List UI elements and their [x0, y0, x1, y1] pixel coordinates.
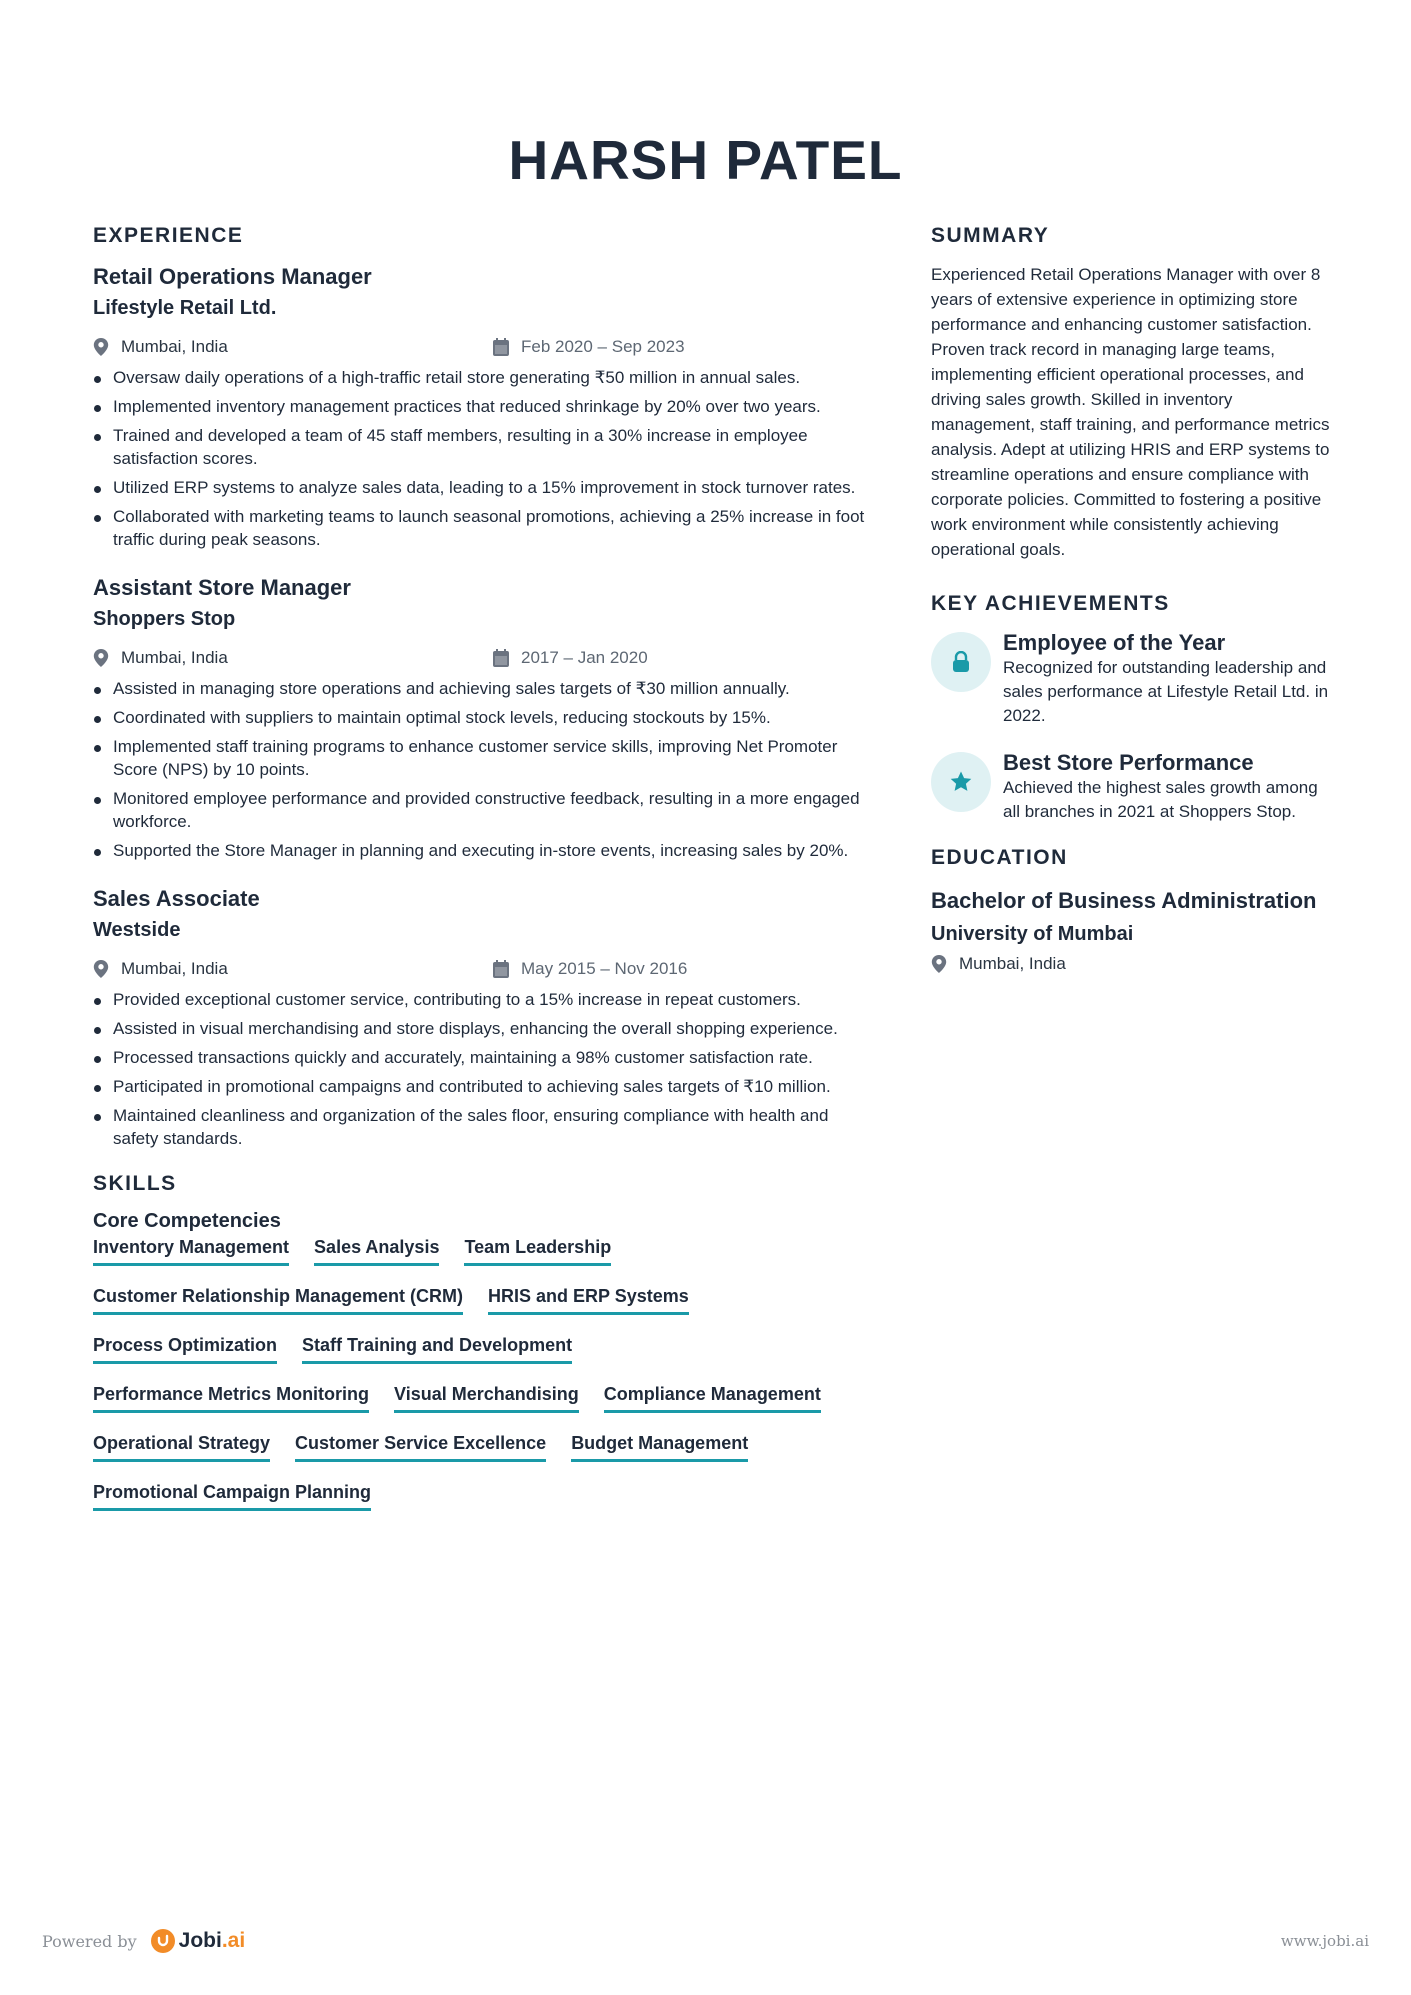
job-entry: [93, 262, 873, 551]
job-bullet: Assisted in visual merchandising and store displays, enhancing the overall shopping experience.: [93, 1017, 873, 1040]
job-dates-text: May 2015 – Nov 2016: [521, 959, 688, 978]
skill-tag: Staff Training and Development: [302, 1335, 572, 1364]
job-bullets: [93, 366, 873, 551]
location-pin-icon: [93, 338, 109, 356]
skills-heading: SKILLS: [93, 1172, 177, 1195]
skill-tag: Customer Service Excellence: [295, 1433, 546, 1462]
skill-tag: Performance Metrics Monitoring: [93, 1384, 369, 1413]
skills-subheading: Core Competencies: [93, 1210, 281, 1232]
achievement-description: Achieved the highest sales growth among all branches in 2021 at Shoppers Stop.: [1003, 778, 1318, 821]
education-location-text: Mumbai, India: [959, 954, 1066, 973]
job-meta: [93, 332, 873, 362]
skill-tag: Team Leadership: [464, 1237, 611, 1266]
skill-tag: Visual Merchandising: [394, 1384, 579, 1413]
calendar-icon: [493, 960, 509, 978]
job-bullet: Collaborated with marketing teams to launch seasonal promotions, achieving a 25% increase in foot traffic during peak seasons.: [93, 505, 873, 551]
job-bullet: Oversaw daily operations of a high-traffic retail store generating ₹50 million in annual sales.: [93, 366, 873, 389]
education-school: University of Mumbai: [931, 923, 1134, 945]
skill-tag: Customer Relationship Management (CRM): [93, 1286, 463, 1315]
skill-tag: Compliance Management: [604, 1384, 821, 1413]
job-bullet: Assisted in managing store operations and achieving sales targets of ₹30 million annually.: [93, 677, 873, 700]
job-location-text: Mumbai, India: [121, 337, 228, 356]
skills-section: [93, 1172, 873, 1531]
job-meta: [93, 954, 873, 984]
location-pin-icon: [93, 960, 109, 978]
job-dates: [493, 648, 648, 668]
lock-icon: [931, 632, 991, 692]
skills-list: [93, 1237, 873, 1531]
achievement-title: Employee of the Year: [1003, 630, 1226, 655]
skill-tag: HRIS and ERP Systems: [488, 1286, 689, 1315]
job-bullet: Provided exceptional customer service, contributing to a 15% increase in repeat customers.: [93, 988, 873, 1011]
job-title: Sales Associate: [93, 886, 260, 911]
brand-main: Jobi: [178, 1929, 222, 1952]
location-pin-icon: [931, 955, 947, 973]
job-title: Assistant Store Manager: [93, 575, 351, 600]
job-location: [93, 337, 493, 357]
brand-suffix: .ai: [221, 1929, 246, 1952]
skill-tag: Promotional Campaign Planning: [93, 1482, 371, 1511]
skill-tag: Budget Management: [571, 1433, 748, 1462]
job-dates: [493, 959, 687, 979]
education-degree: Bachelor of Business Administration: [931, 888, 1317, 913]
location-pin-icon: [93, 649, 109, 667]
job-bullet: Trained and developed a team of 45 staff members, resulting in a 30% increase in employee satisfaction scores.: [93, 424, 873, 470]
achievement-body: [1003, 630, 1331, 728]
job-bullet: Supported the Store Manager in planning and executing in-store events, increasing sales by 20%.: [93, 839, 873, 862]
achievements-list: [931, 630, 1331, 824]
achievement-body: [1003, 750, 1331, 824]
job-entry: [93, 573, 873, 862]
job-dates: [493, 337, 685, 357]
job-bullets: [93, 988, 873, 1150]
job-bullet: Maintained cleanliness and organization of the sales floor, ensuring compliance with health and safety standards.: [93, 1104, 873, 1150]
job-bullet: Coordinated with suppliers to maintain optimal stock levels, reducing stockouts by 15%.: [93, 706, 873, 729]
job-company: Westside: [93, 919, 181, 941]
achievements-heading: KEY ACHIEVEMENTS: [931, 592, 1170, 615]
job-bullet: Utilized ERP systems to analyze sales data, leading to a 15% improvement in stock turnover rates.: [93, 476, 873, 499]
achievement-item: [931, 750, 1331, 824]
job-dates-text: 2017 – Jan 2020: [521, 648, 648, 667]
footer-powered-by: [42, 1929, 245, 1953]
summary-heading: SUMMARY: [931, 224, 1050, 247]
job-location: [93, 959, 493, 979]
job-bullet: Monitored employee performance and provided constructive feedback, resulting in a more engaged workforce.: [93, 787, 873, 833]
summary-text: Experienced Retail Operations Manager with over 8 years of extensive experience in optimizing store performance and enhancing customer satisfaction. Proven track record in managing large teams, implementing efficient operational processes, and driving sales growth. Skilled in inventory management, staff training, and performance metrics analysis. Adept at utilizing HRIS and ERP systems to streamline operations and ensure compliance with corporate policies. Committed to fostering a positive work environment while consistently achieving operational goals.: [931, 265, 1330, 559]
skill-tag: Operational Strategy: [93, 1433, 270, 1462]
job-entry: [93, 884, 873, 1150]
calendar-icon: [493, 649, 509, 667]
job-bullet: Implemented staff training programs to enhance customer service skills, improving Net Promoter Score (NPS) by 10 points.: [93, 735, 873, 781]
achievement-title: Best Store Performance: [1003, 750, 1254, 775]
job-bullet: Participated in promotional campaigns and contributed to achieving sales targets of ₹10 million.: [93, 1075, 873, 1098]
achievement-item: [931, 630, 1331, 728]
job-dates-text: Feb 2020 – Sep 2023: [521, 337, 685, 356]
job-company: Shoppers Stop: [93, 608, 236, 630]
job-company: Lifestyle Retail Ltd.: [93, 297, 277, 319]
skill-tag: Inventory Management: [93, 1237, 289, 1266]
job-location-text: Mumbai, India: [121, 648, 228, 667]
skill-tag: Process Optimization: [93, 1335, 277, 1364]
job-bullets: [93, 677, 873, 862]
jobi-logo-icon: [151, 1929, 175, 1953]
footer-url[interactable]: www.jobi.ai: [1280, 1932, 1369, 1950]
job-title: Retail Operations Manager: [93, 264, 372, 289]
skill-tag: Sales Analysis: [314, 1237, 439, 1266]
right-column: [931, 224, 1331, 974]
experience-heading: EXPERIENCE: [93, 224, 244, 247]
education-heading: EDUCATION: [931, 846, 1068, 869]
job-meta: [93, 643, 873, 673]
calendar-icon: [493, 338, 509, 356]
job-bullet: Processed transactions quickly and accurately, maintaining a 98% customer satisfaction rate.: [93, 1046, 873, 1069]
job-location: [93, 648, 493, 668]
star-icon: [931, 752, 991, 812]
jobi-logo[interactable]: [151, 1929, 246, 1953]
powered-by-label: Powered by: [42, 1931, 137, 1951]
experience-list: [93, 262, 873, 1150]
job-bullet: Implemented inventory management practices that reduced shrinkage by 20% over two years.: [93, 395, 873, 418]
job-location-text: Mumbai, India: [121, 959, 228, 978]
achievement-description: Recognized for outstanding leadership and sales performance at Lifestyle Retail Ltd. in 2022.: [1003, 658, 1329, 725]
candidate-name: HARSH PATEL: [508, 129, 903, 191]
education-location: [931, 954, 1331, 974]
left-column: [93, 224, 873, 1531]
